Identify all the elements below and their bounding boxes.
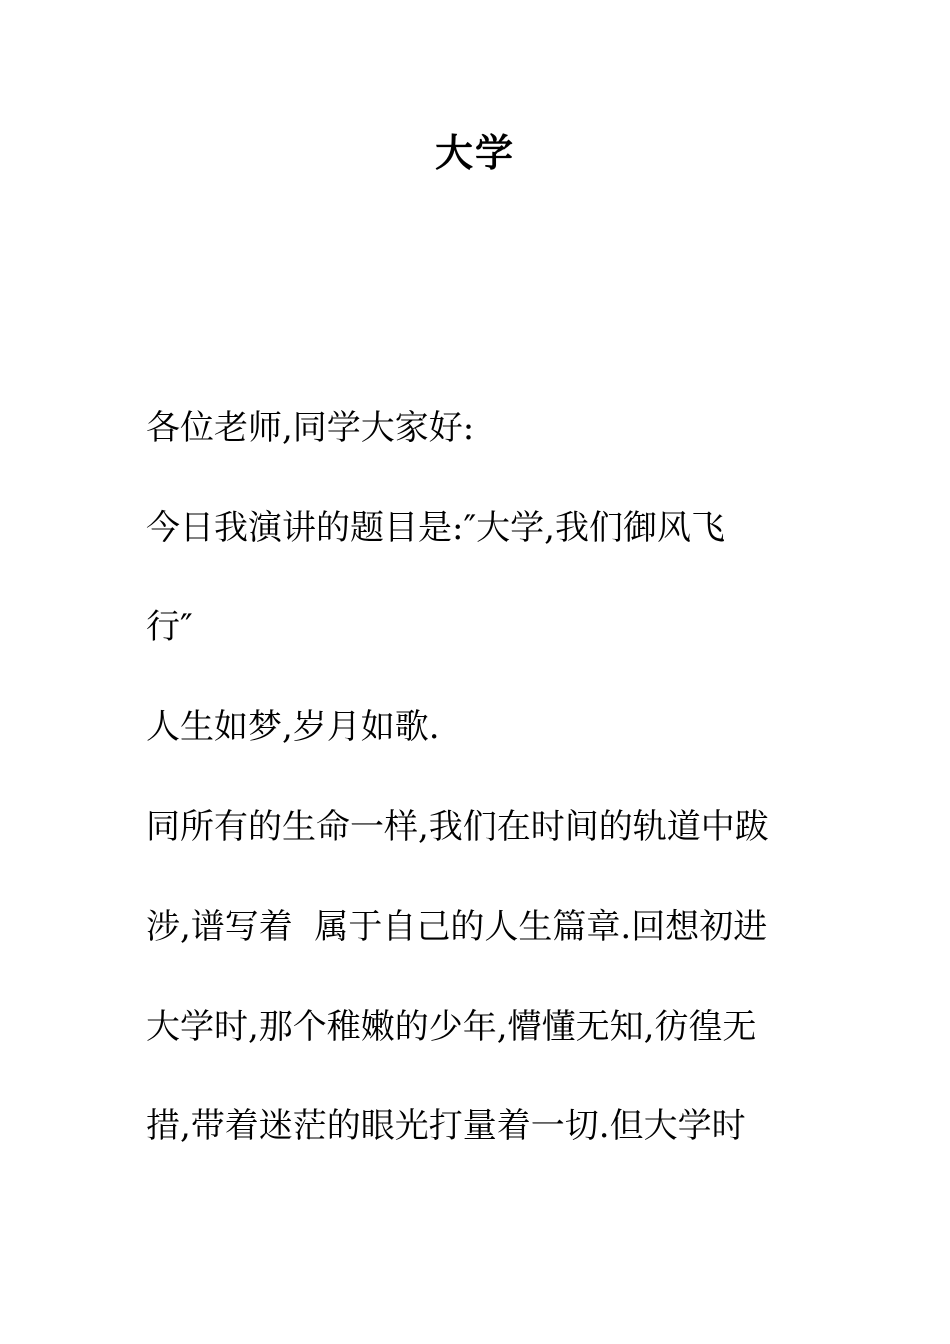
greeting-line: 各位老师,同学大家好: xyxy=(146,408,475,448)
body-line: 同所有的生命一样,我们在时间的轨道中跋 xyxy=(146,807,769,847)
body-line: 涉,谱写着 属于自己的人生篇章.回想初进 xyxy=(146,907,768,947)
body-line: 人生如梦,岁月如歌. xyxy=(146,707,440,747)
body-line: 今日我演讲的题目是:″大学,我们御风飞 xyxy=(146,508,725,548)
body-line: 行″ xyxy=(146,607,193,647)
document-title: 大学 xyxy=(434,131,515,175)
body-line: 措,带着迷茫的眼光打量着一切.但大学时 xyxy=(146,1106,746,1146)
body-line: 大学时,那个稚嫩的少年,懵懂无知,彷徨无 xyxy=(146,1007,757,1047)
